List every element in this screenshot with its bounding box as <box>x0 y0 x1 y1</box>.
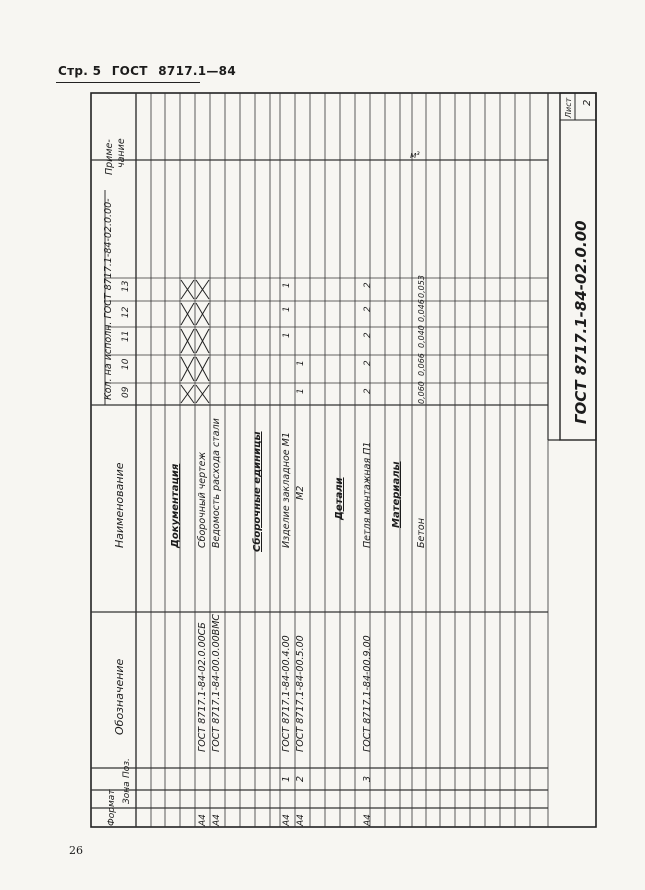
row-name: Сборочный чертеж <box>197 451 208 548</box>
qty-value: 2 <box>363 360 373 366</box>
col-header-designation: Обозначение <box>113 658 126 735</box>
row-name: М2 <box>295 485 306 500</box>
qty-value: 2 <box>363 306 373 312</box>
qty-value: 2 <box>363 282 373 288</box>
title-block-code: ГОСТ 8717.1-84-02.0.00 <box>572 220 590 424</box>
col-header-format: Формат <box>107 789 117 826</box>
qty-value: 0,066 <box>417 353 426 376</box>
row-loop-p1 <box>362 442 373 827</box>
row-position: 3 <box>362 775 373 782</box>
qty-cross-mark <box>196 303 209 325</box>
qty-cross-mark <box>181 329 194 353</box>
qty-value: 0,053 <box>417 275 426 298</box>
row-name: Ведомость расхода стали <box>211 418 222 548</box>
row-steel-sheet <box>211 418 222 827</box>
row-format: А4 <box>212 814 222 826</box>
section-assembly-units: Сборочные единицы <box>252 431 263 552</box>
col-header-name: Наименование <box>113 462 126 548</box>
page-label: Стр. 5 <box>58 64 102 78</box>
qty-value: 1 <box>282 306 292 312</box>
section-materials: Материалы <box>391 461 402 528</box>
row-designation: ГОСТ 8717.1-84-00.0.00ВМС <box>211 613 222 752</box>
row-format: А4 <box>282 814 292 826</box>
col-header-note-1: Приме- <box>104 139 115 175</box>
row-designation: ГОСТ 8717.1-84-00.9.00 <box>362 635 373 752</box>
col-header-position: Поз. <box>122 758 132 778</box>
row-position: 2 <box>295 775 306 782</box>
row-name: Петля монтажная П1 <box>362 441 373 548</box>
row-designation: ГОСТ 8717.1-84-00.5.00 <box>295 635 306 752</box>
quantity-cells <box>181 275 426 404</box>
variant-10: 10 <box>121 358 131 370</box>
row-assembly-drawing <box>197 451 208 827</box>
qty-value: 1 <box>296 388 306 394</box>
qty-value: 1 <box>282 332 292 338</box>
row-embedded-m2 <box>295 486 306 827</box>
variant-09: 09 <box>121 386 131 398</box>
variant-12: 12 <box>121 306 131 318</box>
qty-cross-mark <box>181 280 194 299</box>
row-position: 1 <box>281 775 292 782</box>
qty-value: 2 <box>363 332 373 338</box>
row-note-unit: м³ <box>410 151 420 161</box>
row-name: Бетон <box>416 518 427 548</box>
standard-label: ГОСТ <box>111 64 148 78</box>
row-designation: ГОСТ 8717.1-84-00.4.00 <box>281 635 292 752</box>
qty-value: 1 <box>296 360 306 366</box>
qty-cross-mark <box>196 280 209 299</box>
variant-11: 11 <box>121 330 131 342</box>
col-header-zone: Зона <box>122 781 132 804</box>
row-format: А4 <box>198 814 208 826</box>
row-concrete <box>410 151 427 548</box>
qty-cross-mark <box>181 385 194 403</box>
page-number: 26 <box>69 844 83 857</box>
qty-cross-mark <box>196 329 209 353</box>
qty-cross-mark <box>181 357 194 381</box>
sheet-label: Лист <box>564 97 573 118</box>
qty-value: 2 <box>363 388 373 394</box>
section-details: Детали <box>334 477 345 520</box>
qty-value: 0,040 <box>417 325 426 348</box>
table-frame <box>91 93 596 827</box>
row-designation: ГОСТ 8717.1-84-02.0.00СБ <box>197 622 208 752</box>
qty-value: 0,046 <box>417 299 426 322</box>
row-format: А4 <box>296 814 306 826</box>
standard-number: 8717.1—84 <box>158 64 236 78</box>
variant-13: 13 <box>121 280 131 292</box>
col-header-note-2: чание <box>116 138 127 168</box>
qty-value: 1 <box>282 282 292 288</box>
qty-value: 0,060 <box>417 381 426 404</box>
row-name: Изделие закладное М1 <box>281 432 292 548</box>
header-row <box>103 138 132 826</box>
section-documentation: Документация <box>170 463 181 548</box>
qty-cross-mark <box>196 385 209 403</box>
row-format: А4 <box>363 814 373 826</box>
sheet-number: 2 <box>582 99 593 106</box>
col-header-quantity: Кол. на исполн. ГОСТ 8717.1-84-02.0.00- <box>103 198 114 400</box>
qty-cross-mark <box>196 357 209 381</box>
qty-cross-mark <box>181 303 194 325</box>
